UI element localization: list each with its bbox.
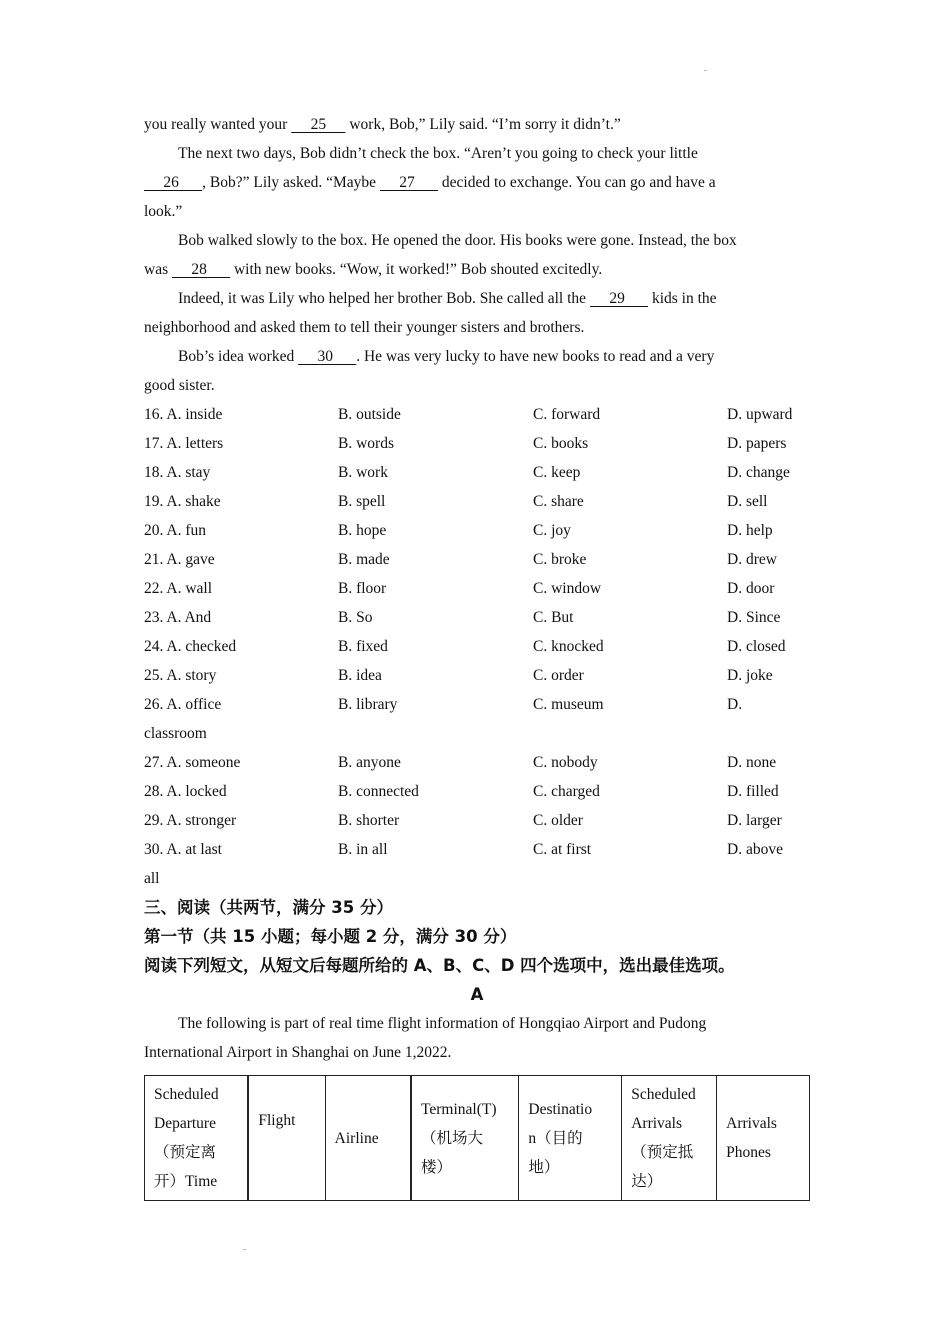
option-row: 20. A. fun B. hope C. joy D. help — [144, 522, 773, 539]
option-row: 22. A. wall B. floor C. window D. door — [144, 580, 775, 597]
corner-mark — [704, 70, 707, 71]
intro-line: The following is part of real time flight information of Hongqiao Airport and Pudong — [178, 1015, 707, 1032]
option-row: 30. A. at last B. in all C. at first D. above — [144, 841, 783, 858]
passage-line: 26 , Bob?” Lily asked. “Maybe 27 decided to exchange. You can go and have a — [144, 168, 810, 197]
passage-line: Indeed, it was Lily who helped her brother Bob. She called all the 29 kids in the — [144, 284, 810, 313]
table-header-row — [145, 1076, 810, 1201]
option-row: 16. A. inside B. outside C. forward D. upward — [144, 406, 793, 423]
passage-line: The next two days, Bob didn’t check the box. “Aren’t you going to check your little — [178, 145, 698, 162]
option-row: 21. A. gave B. made C. broke D. drew — [144, 551, 777, 568]
option-wrap-text: all — [144, 870, 160, 887]
option-row: 27. A. someone B. anyone C. nobody D. none — [144, 754, 777, 771]
blank-28: 28 — [171, 261, 231, 278]
option-row: 18. A. stay B. work C. keep D. change — [144, 464, 790, 481]
options-list — [144, 400, 810, 893]
header-destination: Destinatio n（目的 地） — [519, 1076, 622, 1201]
passage-line: neighborhood and asked them to tell their younger sisters and brothers. — [144, 319, 585, 336]
option-row: 25. A. story B. idea C. order D. joke — [144, 667, 773, 684]
blank-26: 26 — [144, 174, 203, 191]
header-arrivals-phones: Arrivals Phones — [717, 1076, 810, 1201]
option-wrap-text: classroom — [144, 725, 207, 742]
passage-line: good sister. — [144, 377, 215, 394]
header-flight: Flight — [248, 1076, 325, 1201]
header-scheduled-departure: Scheduled Departure （预定离 开）Time — [145, 1076, 249, 1201]
option-row: 17. A. letters B. words C. books D. papers — [144, 435, 787, 452]
document-page — [144, 110, 810, 1201]
flight-info-table — [144, 1075, 810, 1201]
option-row: 26. A. office B. library C. museum D. — [144, 696, 743, 713]
option-row: 28. A. locked B. connected C. charged D. filled — [144, 783, 779, 800]
section-heading: 三、阅读（共两节，满分 35 分） — [144, 898, 393, 917]
instruction-heading: 阅读下列短文，从短文后每题所给的 A、B、C、D 四个选项中，选出最佳选项。 — [144, 956, 735, 975]
header-scheduled-arrivals: Scheduled Arrivals （预定抵 达） — [622, 1076, 717, 1201]
passage-line: look.” — [144, 203, 183, 220]
blank-25: 25 — [291, 116, 346, 133]
blank-29: 29 — [589, 290, 649, 307]
passage-line: you really wanted your 25 work, Bob,” Lily said. “I’m sorry it didn’t.” — [144, 110, 810, 139]
passage-letter: A — [470, 985, 484, 1004]
blank-27: 27 — [379, 174, 439, 191]
option-row: 29. A. stronger B. shorter C. older D. larger — [144, 812, 782, 829]
blank-30: 30 — [298, 348, 357, 365]
option-row: 23. A. And B. So C. But D. Since — [144, 609, 781, 626]
header-terminal: Terminal(T) （机场大 楼） — [411, 1076, 519, 1201]
corner-mark — [243, 1249, 246, 1250]
subsection-heading: 第一节（共 15 小题；每小题 2 分，满分 30 分） — [144, 927, 517, 946]
header-airline: Airline — [325, 1076, 411, 1201]
option-row: 24. A. checked B. fixed C. knocked D. closed — [144, 638, 786, 655]
option-row: 19. A. shake B. spell C. share D. sell — [144, 493, 768, 510]
passage-line: was 28 with new books. “Wow, it worked!” Bob shouted excitedly. — [144, 255, 810, 284]
passage-line: Bob walked slowly to the box. He opened the door. His books were gone. Instead, the box — [178, 232, 737, 249]
passage-line: Bob’s idea worked 30 . He was very lucky to have new books to read and a very — [144, 342, 810, 371]
intro-line: International Airport in Shanghai on June 1,2022. — [144, 1044, 452, 1061]
